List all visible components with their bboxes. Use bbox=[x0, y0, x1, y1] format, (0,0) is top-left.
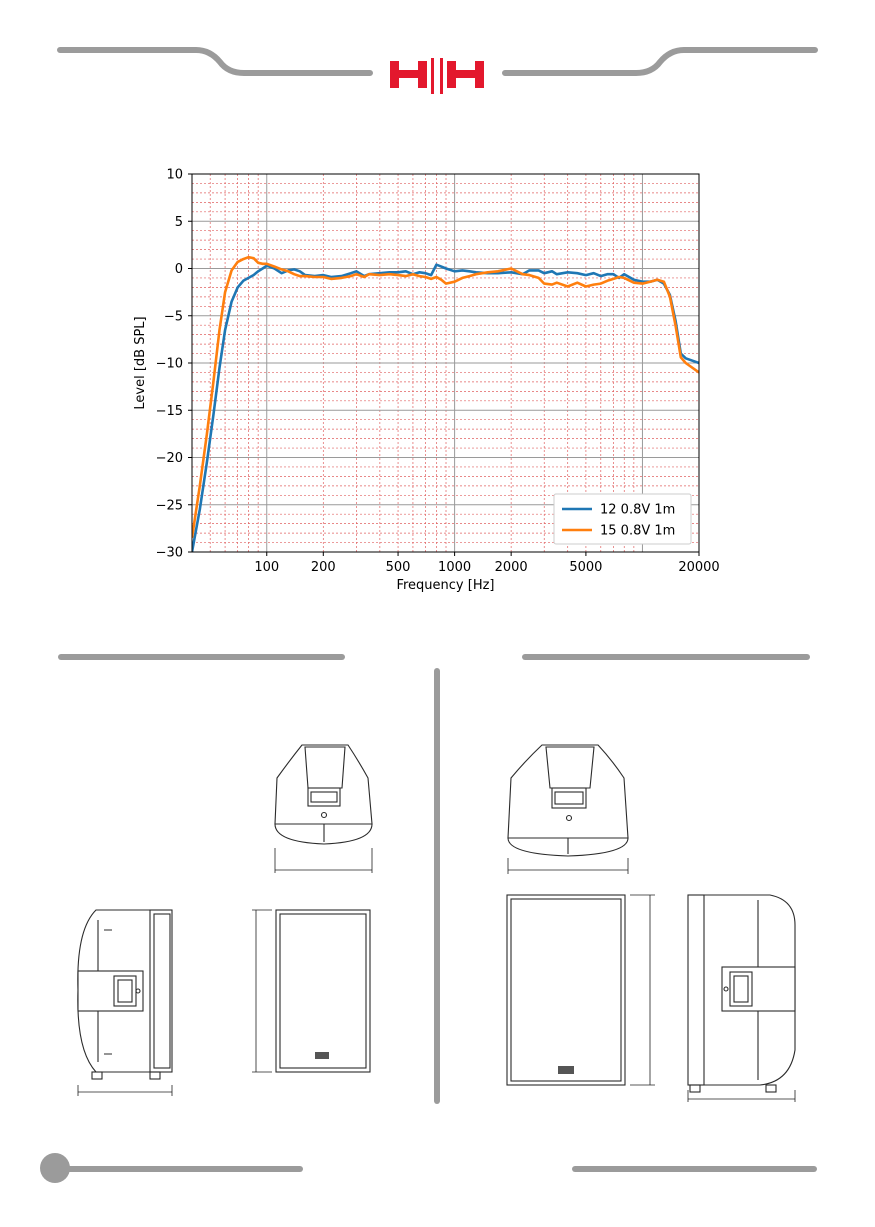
footer-bar-right bbox=[572, 1166, 817, 1172]
speaker-15-drawings bbox=[440, 730, 870, 1110]
y-tick-label: −25 bbox=[155, 498, 183, 514]
header-left-bar bbox=[60, 50, 370, 73]
legend-label-2: 15 0.8V 1m bbox=[600, 523, 676, 539]
x-tick-label: 5000 bbox=[569, 560, 603, 575]
frequency-response-chart bbox=[120, 160, 740, 610]
speaker-12-top-view bbox=[275, 745, 372, 873]
header-right-bar bbox=[505, 50, 815, 73]
y-tick-label: −20 bbox=[155, 451, 183, 466]
hh-logo bbox=[390, 58, 484, 94]
chart-legend bbox=[554, 494, 691, 544]
speaker-15-side-view bbox=[688, 895, 795, 1102]
y-tick-label: −30 bbox=[155, 545, 183, 561]
x-tick-label: 1000 bbox=[438, 560, 472, 575]
y-axis-label: Level [dB SPL] bbox=[133, 316, 148, 410]
speaker-12-side-view bbox=[78, 910, 172, 1096]
y-tick-label: 5 bbox=[174, 214, 183, 230]
x-axis-label: Frequency [Hz] bbox=[396, 578, 495, 593]
y-tick-label: 0 bbox=[174, 262, 183, 277]
legend-label-1: 12 0.8V 1m bbox=[600, 502, 676, 518]
y-tick-label: 10 bbox=[166, 167, 183, 183]
speaker-12-drawings bbox=[0, 730, 430, 1110]
x-tick-label: 20000 bbox=[678, 560, 720, 575]
y-tick-label: −15 bbox=[155, 403, 183, 419]
speaker-15-front-view bbox=[507, 895, 655, 1085]
x-tick-label: 500 bbox=[385, 560, 411, 575]
speaker-12-front-view bbox=[252, 910, 370, 1072]
x-tick-label: 2000 bbox=[494, 560, 528, 575]
header-decoration bbox=[0, 0, 875, 110]
speaker-15-top-view bbox=[508, 745, 628, 874]
y-tick-label: −5 bbox=[163, 309, 183, 325]
x-tick-label: 100 bbox=[254, 560, 280, 575]
y-tick-label: −10 bbox=[155, 356, 183, 372]
section-bar-left bbox=[58, 654, 345, 660]
footer-bar-left bbox=[60, 1166, 303, 1172]
section-bar-right bbox=[522, 654, 810, 660]
x-tick-label: 200 bbox=[310, 560, 336, 575]
